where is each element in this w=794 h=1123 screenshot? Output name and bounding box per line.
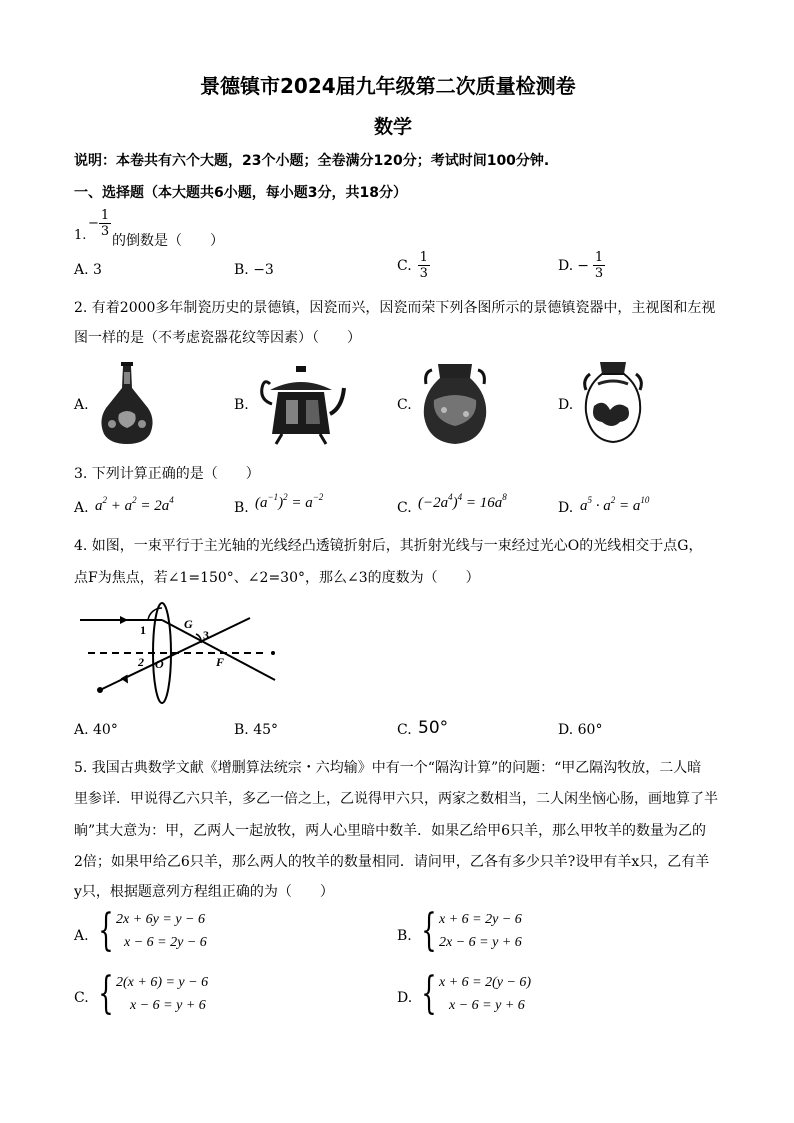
q4-option-c-value: 50° xyxy=(418,718,449,738)
brace-d: { xyxy=(421,968,437,1019)
label-o: O xyxy=(155,657,164,671)
brace-c: { xyxy=(98,968,114,1019)
q1-frac-den: 3 xyxy=(100,224,110,239)
teapot-b-image xyxy=(256,364,348,448)
q4-option-b: B. 45° xyxy=(234,722,279,738)
q1-option-a: A. 3 xyxy=(74,262,102,278)
q3-option-b-expr: $(a^{-1})^2 = a^{-2}$ xyxy=(255,492,324,511)
brace-b: { xyxy=(421,905,437,956)
q2-option-d-label: D. xyxy=(558,397,574,413)
q1-c-num: 1 xyxy=(419,250,428,265)
section-heading: 一、选择题（本大题共6小题，每小题3分，共18分） xyxy=(74,185,407,201)
q5-option-a-system xyxy=(92,905,207,956)
q3-option-c-expr: $(-2a^4)^4 = 16a^8$ xyxy=(418,492,507,511)
q5-line5: y只，根据题意列方程组正确的为（ ） xyxy=(74,884,334,900)
q1-frac xyxy=(99,208,111,239)
vase-a-image xyxy=(94,358,160,446)
q5-option-c-system xyxy=(92,968,209,1019)
label-3: 3 xyxy=(203,628,209,642)
q1-option-c xyxy=(397,250,430,281)
label-1: 1 xyxy=(140,623,146,637)
brace-a: { xyxy=(98,905,114,956)
q5-line2: 里参详．甲说得乙六只羊，多乙一倍之上，乙说得甲六只，两家之数相当，二人闲坐恼心肠，画地算了半 xyxy=(74,791,718,807)
q4-option-a: A. 40° xyxy=(74,722,118,738)
q3-option-d-expr: $a^5 \cdot a^2 = a^{10}$ xyxy=(580,495,650,514)
q5-option-d-system xyxy=(415,968,532,1019)
subject-title: 数学 xyxy=(374,116,413,138)
q1-d-den: 3 xyxy=(594,266,604,281)
jar-c-image xyxy=(418,360,492,446)
ray-arrow-top xyxy=(120,616,128,624)
q1-d-frac xyxy=(593,250,605,281)
q1-stem: 的倒数是（ ） xyxy=(112,233,224,249)
q1-d-num: 1 xyxy=(594,250,604,265)
q5-option-a-label: A. xyxy=(74,928,89,944)
axis-end-dot xyxy=(271,651,275,655)
q1-c-den: 3 xyxy=(419,266,428,281)
q5-line4: 2倍；如果甲给乙6只羊，那么两人的牧羊的数量相同．请问甲，乙各有多少只羊?设甲有羊x只，乙有羊 xyxy=(74,854,710,870)
label-g: G xyxy=(184,617,193,631)
lens-diagram xyxy=(70,598,290,704)
q1-option-d xyxy=(558,250,605,281)
q5-option-b-system xyxy=(415,905,522,956)
q3-option-b-label: B. xyxy=(234,500,249,516)
q3-stem: 3. 下列计算正确的是（ ） xyxy=(74,466,260,482)
q5-d-eq2: x − 6 = y + 6 xyxy=(449,998,525,1013)
ray-start-point xyxy=(97,687,103,693)
q5-option-b-label: B. xyxy=(397,928,412,944)
q1-fraction xyxy=(88,208,111,239)
q4-option-c-label: C. xyxy=(397,722,412,738)
q5-a-eq2: x − 6 = 2y − 6 xyxy=(124,935,207,950)
q2-line1: 2. 有着2000多年制瓷历史的景德镇，因瓷而兴，因瓷而荣下列各图所示的景德镇瓷器中，主视图和左视 xyxy=(74,300,716,316)
q2-line2: 图一样的是（不考虑瓷器花纹等因素）（ ） xyxy=(74,330,361,346)
q3-option-c-label: C. xyxy=(397,500,412,516)
q2-option-a-label: A. xyxy=(74,397,89,413)
label-f: F xyxy=(216,655,225,669)
q5-a-eq1: 2x + 6y = y − 6 xyxy=(116,912,205,927)
exam-note: 说明：本卷共有六个大题，23个小题；全卷满分120分；考试时间100分钟. xyxy=(74,153,550,169)
q5-b-eq1: x + 6 = 2y − 6 xyxy=(439,912,522,927)
q1-minus: − xyxy=(88,216,99,231)
jar-d-image xyxy=(578,360,648,444)
q1-frac-num: 1 xyxy=(100,208,110,223)
q1-c-frac xyxy=(418,250,430,281)
page-title: 景德镇市2024届九年级第二次质量检测卷 xyxy=(200,74,576,98)
refracted-ray xyxy=(162,620,275,680)
q1-option-b: B. −3 xyxy=(234,262,274,278)
q5-line1: 5. 我国古典数学文献《增删算法统宗・六均输》中有一个“隔沟计算”的问题：“甲乙隔沟牧放，二人暗 xyxy=(74,760,702,776)
q2-option-b-label: B. xyxy=(234,397,249,413)
q5-option-d-label: D. xyxy=(397,990,413,1006)
q5-option-c-label: C. xyxy=(74,990,89,1006)
q1-d-minus: − xyxy=(577,257,589,274)
q3-option-a-expr: $a^2 + a^2 = 2a^4$ xyxy=(95,495,174,514)
q3-option-a-label: A. xyxy=(74,500,89,516)
q1-c-label: C. xyxy=(397,257,412,274)
q3-option-d-label: D. xyxy=(558,500,574,516)
label-2: 2 xyxy=(138,655,144,669)
q1-number: 1. xyxy=(74,228,87,243)
q5-line3: 晌”其大意为：甲，乙两人一起放牧，两人心里暗中数羊．如果乙给甲6只羊，那么甲牧羊的数量为乙的 xyxy=(74,823,707,839)
q5-c-eq2: x − 6 = y + 6 xyxy=(130,998,206,1013)
q1-d-label: D. xyxy=(558,257,574,274)
q2-option-c-label: C. xyxy=(397,397,412,413)
q4-line1: 4. 如图，一束平行于主光轴的光线经凸透镜折射后，其折射光线与一束经过光心O的光线相交于点G， xyxy=(74,538,703,554)
q5-c-eq1: 2(x + 6) = y − 6 xyxy=(116,975,209,990)
q4-line2: 点F为焦点，若∠1=150°、∠2=30°，那么∠3的度数为（ ） xyxy=(74,570,480,586)
q5-d-eq1: x + 6 = 2(y − 6) xyxy=(439,975,532,990)
q4-option-d: D. 60° xyxy=(558,722,603,738)
q5-b-eq2: 2x − 6 = y + 6 xyxy=(439,935,522,950)
